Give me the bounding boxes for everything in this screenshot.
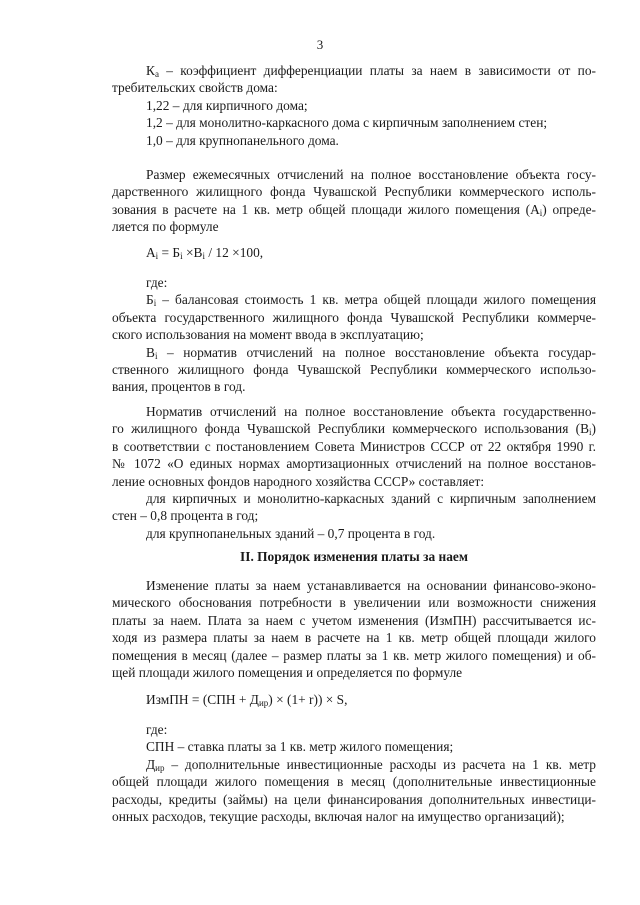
norm-paragraph bbox=[112, 403, 596, 542]
b-def-line: $Б_i$ – балансовая стоимость 1 кв. метра общей площади жилого помещения bbox=[146, 292, 596, 309]
formula-ai-legend bbox=[112, 274, 596, 396]
section-heading: II. Порядок изменения платы за наем bbox=[240, 549, 468, 564]
v-def-line: вания, процентов в год. bbox=[112, 379, 246, 395]
paragraph-line: № 1072 «О единых нормах амортизационных отчислений на полное восстанов- bbox=[112, 456, 596, 472]
paragraph-line: для кирпичных и монолитно-каркасных зданий с кирпичным заполнением bbox=[146, 491, 596, 507]
ka-line-1: $К_а$ – коэффициент дифференциации платы за наем в зависимости от по- bbox=[146, 63, 596, 79]
paragraph-line: дарственного жилищного фонда Чувашской Республики коммерческого исполь- bbox=[112, 184, 596, 200]
dir-def-line: расходы, кредиты (займы) на цели финансирования дополнительных инвестици- bbox=[112, 791, 596, 807]
paragraph-line: в соответствии с постановлением Совета Министров СССР от 22 октября 1990 г. bbox=[112, 438, 596, 454]
where-label: где: bbox=[146, 275, 168, 290]
formula-izmpn-legend bbox=[112, 721, 596, 825]
paragraph-line: щей площади жилого помещения и определяется по формуле bbox=[112, 665, 463, 681]
paragraph-line: Норматив отчислений на полное восстановление объекта государственно- bbox=[146, 404, 596, 419]
where-label: где: bbox=[146, 722, 168, 737]
b-def-line: объекта государственного жилищного фонда Чувашской Республики коммерче- bbox=[112, 309, 596, 325]
ka-item: 1,22 – для кирпичного дома; bbox=[146, 97, 308, 113]
paragraph-line: платы за наем. Плата за наем с учетом изменения (ИзмПН) рассчитывается ис- bbox=[112, 612, 596, 628]
paragraph-line: стен – 0,8 процента в год; bbox=[112, 508, 259, 524]
ka-definition bbox=[112, 62, 596, 149]
deduction-paragraph bbox=[112, 166, 596, 236]
change-paragraph bbox=[112, 577, 596, 681]
paragraph-line: ляется по формуле bbox=[112, 219, 219, 235]
paragraph-line: зования в расчете на 1 кв. метр общей площади жилого помещения $(А_i)$ опреде- bbox=[112, 201, 596, 218]
paragraph-line: Размер ежемесячных отчислений на полное восстановление объекта госу- bbox=[146, 167, 596, 182]
formula-ai: $А_i = Б_i \times В_i / 12 \times 100$, bbox=[146, 245, 264, 261]
ka-item: 1,2 – для монолитно-каркасного дома с кирпичным заполнением стен; bbox=[146, 115, 548, 131]
ka-line-2: требительских свойств дома: bbox=[112, 80, 278, 96]
paragraph-line: мического обоснования потребности в увеличении или возможности снижения bbox=[112, 595, 596, 611]
b-def-line: ского использования на момент ввода в эксплуатацию; bbox=[112, 327, 424, 343]
ka-item: 1,0 – для крупнопанельного дома. bbox=[146, 132, 339, 148]
dir-def-line: $Д_{ир}$ – дополнительные инвестиционные расходы из расчета на 1 кв. метр bbox=[146, 756, 596, 773]
dir-def-line: общей площади жилого помещения в месяц (дополнительные инвестиционные bbox=[112, 774, 596, 790]
page-number: 3 bbox=[316, 37, 324, 52]
spn-def-line: СПН – ставка платы за 1 кв. метр жилого помещения; bbox=[146, 739, 454, 755]
paragraph-line: ление основных фондов народного хозяйства СССР» составляет: bbox=[112, 473, 485, 489]
dir-def-line: онных расходов, текущие расходы, включая налог на имущество организаций); bbox=[112, 809, 565, 825]
paragraph-line: Изменение платы за наем устанавливается на основании финансово-эконо- bbox=[146, 578, 596, 593]
paragraph-line: ходя из размера платы за наем в расчете на 1 кв. метр общей площади жилого bbox=[112, 630, 596, 646]
formula-izmpn: ИзмПН = $(СПН + Д_{ир}) \times (1+ r)) \times S$, bbox=[146, 692, 348, 708]
paragraph-line: для крупнопанельных зданий – 0,7 процента в год. bbox=[146, 525, 436, 541]
paragraph-line: помещения в месяц (далее – размер платы за 1 кв. метр жилого помещения) и об- bbox=[112, 647, 596, 663]
paragraph-line: го жилищного фонда Чувашской Республики коммерческого использования $(В_i)$ bbox=[112, 421, 596, 438]
v-def-line: ственного жилищного фонда Чувашской Республики коммерческого использо- bbox=[112, 362, 596, 378]
v-def-line: $В_i$ – норматив отчислений на полное восстановление объекта государ- bbox=[146, 344, 596, 361]
